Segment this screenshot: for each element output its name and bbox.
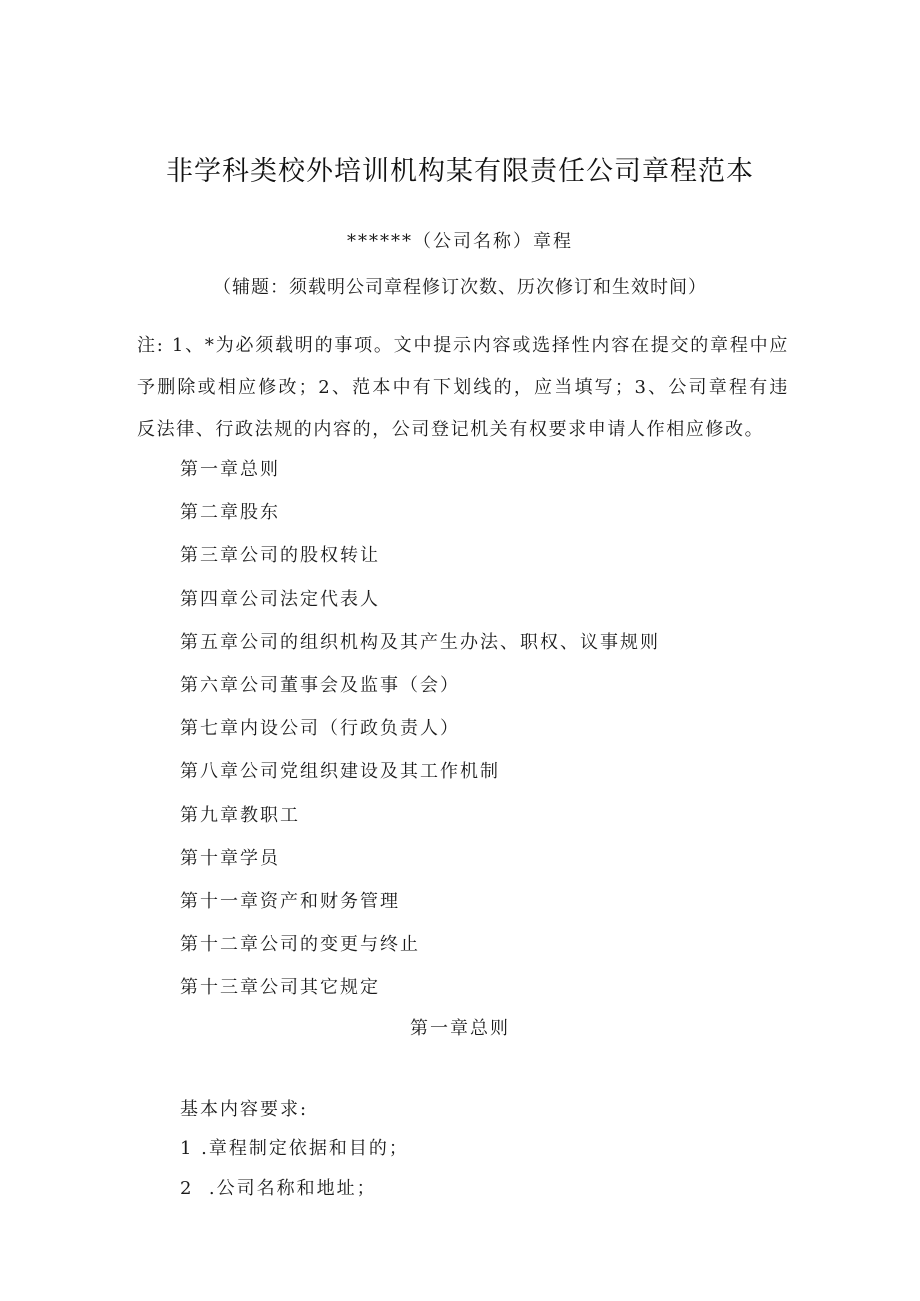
toc-item: 第十二章公司的变更与终止 — [180, 934, 420, 956]
toc-item: 第五章公司的组织机构及其产生办法、职权、议事规则 — [180, 631, 660, 653]
toc-item: 第四章公司法定代表人 — [180, 588, 380, 610]
chapter-heading: 第一章总则 — [410, 1018, 510, 1039]
document-title: 非学科类校外培训机构某有限责任公司章程范本 — [166, 156, 754, 187]
requirements-list — [180, 1134, 409, 1214]
toc-item: 第十三章公司其它规定 — [180, 977, 380, 999]
toc-item: 第一章总则 — [180, 459, 280, 480]
toc-item: 第三章公司的股权转让 — [180, 545, 380, 567]
charter-subtitle: ******（公司名称）章程 — [347, 231, 573, 252]
toc-item: 第十一章资产和财务管理 — [180, 890, 400, 912]
toc-item: 第六章公司董事会及监事（会） — [180, 674, 460, 696]
toc-item: 第二章股东 — [180, 502, 280, 524]
requirement-item: 1 .章程制定依据和目的； — [180, 1138, 409, 1159]
basic-requirements-label: 基本内容要求: — [180, 1099, 309, 1120]
note-paragraph: 注: 1、*为必须载明的事项。文中提示内容或选择性内容在提交的章程中应予删除或相应修改；2、范本中有下划线的，应当填写；3、公司章程有违反法律、行政法规的内容的，公司登记机关有权要求申请人作相应修改。 — [137, 335, 789, 440]
toc-item: 第八章公司党组织建设及其工作机制 — [180, 761, 500, 783]
auxiliary-title: （辅题：须载明公司章程修订次数、历次修订和生效时间） — [213, 277, 707, 298]
toc-item: 第七章内设公司（行政负责人） — [180, 718, 460, 740]
toc-item: 第十章学员 — [180, 847, 280, 869]
table-of-contents — [180, 452, 780, 1013]
toc-item: 第九章教职工 — [180, 804, 300, 826]
requirement-item: 2 .公司名称和地址； — [180, 1178, 377, 1199]
